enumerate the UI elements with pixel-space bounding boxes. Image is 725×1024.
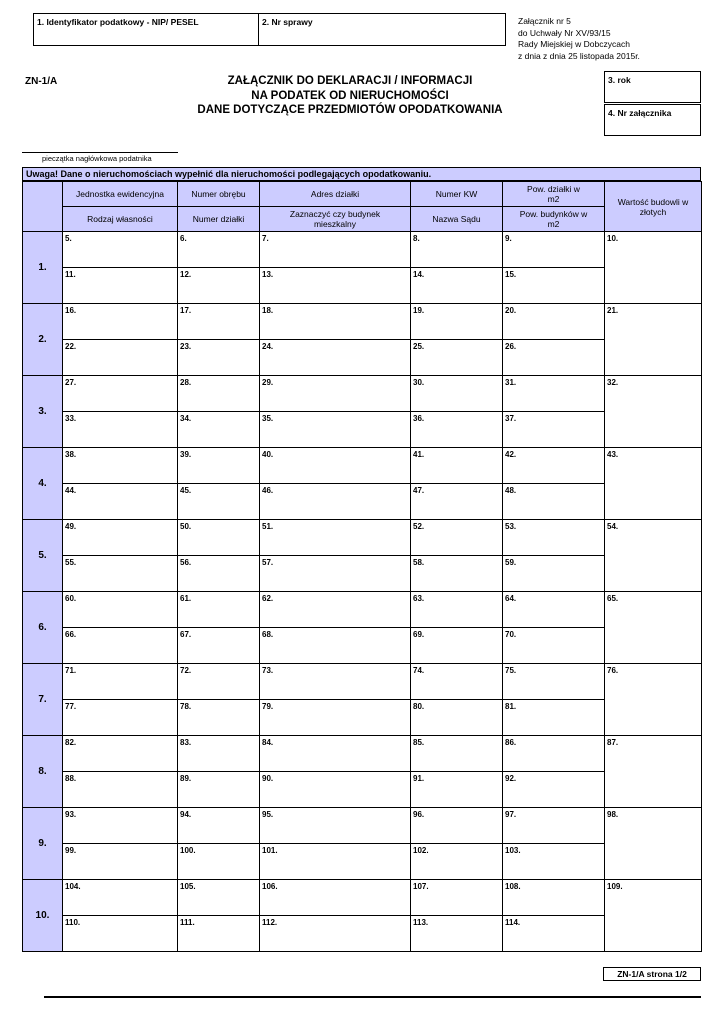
- input-cell[interactable]: 102.: [411, 844, 503, 880]
- input-cell[interactable]: 88.: [63, 772, 178, 808]
- property-row-top: [23, 664, 702, 700]
- input-cell[interactable]: 71.: [63, 664, 178, 700]
- input-cell[interactable]: 31.: [503, 376, 605, 412]
- input-cell[interactable]: 16.: [63, 304, 178, 340]
- input-cell[interactable]: 29.: [260, 376, 411, 412]
- input-cell[interactable]: 8.: [411, 232, 503, 268]
- input-cell[interactable]: 112.: [260, 916, 411, 952]
- input-cell[interactable]: 46.: [260, 484, 411, 520]
- input-cell[interactable]: 86.: [503, 736, 605, 772]
- input-cell[interactable]: 114.: [503, 916, 605, 952]
- property-row-bottom: [23, 412, 702, 448]
- input-cell[interactable]: 22.: [63, 340, 178, 376]
- input-cell[interactable]: 66.: [63, 628, 178, 664]
- row-number: 1.: [23, 232, 63, 304]
- value-cell[interactable]: 32.: [605, 376, 702, 448]
- row-number-header: [23, 182, 63, 232]
- property-row-bottom: [23, 268, 702, 304]
- input-cell[interactable]: 48.: [503, 484, 605, 520]
- year-label: 3. rok: [608, 75, 631, 85]
- input-cell[interactable]: 82.: [63, 736, 178, 772]
- input-cell[interactable]: 69.: [411, 628, 503, 664]
- input-cell[interactable]: 18.: [260, 304, 411, 340]
- value-cell[interactable]: 43.: [605, 448, 702, 520]
- input-cell[interactable]: 84.: [260, 736, 411, 772]
- col-header-kw: Numer KW: [411, 182, 503, 207]
- input-cell[interactable]: 92.: [503, 772, 605, 808]
- title-line: DANE DOTYCZĄCE PRZEDMIOTÓW OPODATKOWANIA: [197, 104, 503, 116]
- page-title: [150, 74, 550, 118]
- input-cell[interactable]: 55.: [63, 556, 178, 592]
- input-cell[interactable]: 39.: [178, 448, 260, 484]
- property-row-top: [23, 592, 702, 628]
- input-cell[interactable]: 68.: [260, 628, 411, 664]
- taxpayer-id-label: 1. Identyfikator podatkowy - NIP/ PESEL: [37, 17, 199, 27]
- input-cell[interactable]: 52.: [411, 520, 503, 556]
- input-cell[interactable]: 51.: [260, 520, 411, 556]
- value-cell[interactable]: 54.: [605, 520, 702, 592]
- input-cell[interactable]: 100.: [178, 844, 260, 880]
- row-number: 5.: [23, 520, 63, 592]
- input-cell[interactable]: 24.: [260, 340, 411, 376]
- property-row-bottom: [23, 772, 702, 808]
- stamp-line: [22, 152, 178, 153]
- attachment-note-line: z dnia z dnia 25 listopada 2015r.: [518, 50, 640, 61]
- input-cell[interactable]: 73.: [260, 664, 411, 700]
- property-row-top: [23, 520, 702, 556]
- input-cell[interactable]: 36.: [411, 412, 503, 448]
- row-number: 7.: [23, 664, 63, 736]
- taxpayer-id-field[interactable]: [33, 13, 259, 46]
- attachment-number-label: 4. Nr załącznika: [608, 108, 672, 118]
- row-number: 8.: [23, 736, 63, 808]
- row-number: 3.: [23, 376, 63, 448]
- input-cell[interactable]: 38.: [63, 448, 178, 484]
- input-cell[interactable]: 104.: [63, 880, 178, 916]
- input-cell[interactable]: 45.: [178, 484, 260, 520]
- value-cell[interactable]: 87.: [605, 736, 702, 808]
- col-header-plot-number: Numer działki: [178, 207, 260, 232]
- input-cell[interactable]: 59.: [503, 556, 605, 592]
- input-cell[interactable]: 94.: [178, 808, 260, 844]
- input-cell[interactable]: 5.: [63, 232, 178, 268]
- input-cell[interactable]: 91.: [411, 772, 503, 808]
- input-cell[interactable]: 34.: [178, 412, 260, 448]
- value-cell[interactable]: 10.: [605, 232, 702, 304]
- input-cell[interactable]: 74.: [411, 664, 503, 700]
- page-indicator: ZN-1/A strona 1/2: [603, 967, 701, 981]
- input-cell[interactable]: 58.: [411, 556, 503, 592]
- title-line: ZAŁĄCZNIK DO DEKLARACJI / INFORMACJI: [227, 75, 473, 87]
- attachment-note-line: do Uchwały Nr XV/93/15: [518, 27, 611, 38]
- input-cell[interactable]: 113.: [411, 916, 503, 952]
- property-row-bottom: [23, 844, 702, 880]
- property-row-bottom: [23, 484, 702, 520]
- form-code: ZN-1/A: [25, 76, 58, 87]
- input-cell[interactable]: 19.: [411, 304, 503, 340]
- row-number: 9.: [23, 808, 63, 880]
- input-cell[interactable]: 96.: [411, 808, 503, 844]
- input-cell[interactable]: 110.: [63, 916, 178, 952]
- input-cell[interactable]: 13.: [260, 268, 411, 304]
- input-cell[interactable]: 105.: [178, 880, 260, 916]
- notice-bar: Uwaga! Dane o nieruchomościach wypełnić dla nieruchomości podlegających opodatkowaniu.: [22, 167, 701, 181]
- input-cell[interactable]: 93.: [63, 808, 178, 844]
- value-cell[interactable]: 98.: [605, 808, 702, 880]
- property-row-bottom: [23, 700, 702, 736]
- input-cell[interactable]: 26.: [503, 340, 605, 376]
- input-cell[interactable]: 57.: [260, 556, 411, 592]
- property-row-top: [23, 448, 702, 484]
- stamp-label: pieczątka nagłówkowa podatnika: [42, 154, 152, 163]
- value-cell[interactable]: 65.: [605, 592, 702, 664]
- col-header-precinct: Numer obrębu: [178, 182, 260, 207]
- input-cell[interactable]: 103.: [503, 844, 605, 880]
- property-row-bottom: [23, 340, 702, 376]
- input-cell[interactable]: 17.: [178, 304, 260, 340]
- input-cell[interactable]: 60.: [63, 592, 178, 628]
- input-cell[interactable]: 27.: [63, 376, 178, 412]
- col-header-address: Adres działki: [260, 182, 411, 207]
- input-cell[interactable]: 61.: [178, 592, 260, 628]
- input-cell[interactable]: 56.: [178, 556, 260, 592]
- col-header-ownership: Rodzaj własności: [63, 207, 178, 232]
- attachment-note: [518, 16, 640, 62]
- input-cell[interactable]: 90.: [260, 772, 411, 808]
- input-cell[interactable]: 108.: [503, 880, 605, 916]
- input-cell[interactable]: 77.: [63, 700, 178, 736]
- input-cell[interactable]: 79.: [260, 700, 411, 736]
- input-cell[interactable]: 28.: [178, 376, 260, 412]
- attachment-note-line: Załącznik nr 5: [518, 16, 571, 26]
- input-cell[interactable]: 101.: [260, 844, 411, 880]
- input-cell[interactable]: 89.: [178, 772, 260, 808]
- input-cell[interactable]: 6.: [178, 232, 260, 268]
- input-cell[interactable]: 30.: [411, 376, 503, 412]
- input-cell[interactable]: 72.: [178, 664, 260, 700]
- input-cell[interactable]: 83.: [178, 736, 260, 772]
- attachment-number-field[interactable]: [604, 104, 701, 136]
- case-number-label: 2. Nr sprawy: [262, 17, 313, 27]
- input-cell[interactable]: 42.: [503, 448, 605, 484]
- property-row-bottom: [23, 628, 702, 664]
- input-cell[interactable]: 111.: [178, 916, 260, 952]
- property-row-top: [23, 808, 702, 844]
- input-cell[interactable]: 49.: [63, 520, 178, 556]
- input-cell[interactable]: 67.: [178, 628, 260, 664]
- input-cell[interactable]: 80.: [411, 700, 503, 736]
- row-number: 10.: [23, 880, 63, 952]
- input-cell[interactable]: 25.: [411, 340, 503, 376]
- case-number-field[interactable]: [258, 13, 506, 46]
- value-cell[interactable]: 76.: [605, 664, 702, 736]
- attachment-note-line: Rady Miejskiej w Dobczycach: [518, 39, 630, 49]
- value-cell[interactable]: 109.: [605, 880, 702, 952]
- col-header-building-area: Pow. budynków w m2: [503, 207, 605, 232]
- input-cell[interactable]: 11.: [63, 268, 178, 304]
- property-row-top: [23, 736, 702, 772]
- col-header-residential: Zaznaczyć czy budynek mieszkalny: [260, 207, 411, 232]
- input-cell[interactable]: 53.: [503, 520, 605, 556]
- property-row-bottom: [23, 916, 702, 952]
- input-cell[interactable]: 23.: [178, 340, 260, 376]
- col-header-unit: Jednostka ewidencyjna: [63, 182, 178, 207]
- input-cell[interactable]: 63.: [411, 592, 503, 628]
- input-cell[interactable]: 47.: [411, 484, 503, 520]
- input-cell[interactable]: 44.: [63, 484, 178, 520]
- input-cell[interactable]: 40.: [260, 448, 411, 484]
- input-cell[interactable]: 85.: [411, 736, 503, 772]
- col-header-value: Wartość budowli w złotych: [605, 182, 702, 232]
- input-cell[interactable]: 20.: [503, 304, 605, 340]
- input-cell[interactable]: 78.: [178, 700, 260, 736]
- col-header-plot-area: Pow. działki w m2: [503, 182, 605, 207]
- input-cell[interactable]: 14.: [411, 268, 503, 304]
- bottom-rule: [44, 996, 701, 998]
- input-cell[interactable]: 81.: [503, 700, 605, 736]
- title-line: NA PODATEK OD NIERUCHOMOŚCI: [251, 89, 449, 102]
- input-cell[interactable]: 97.: [503, 808, 605, 844]
- input-cell[interactable]: 106.: [260, 880, 411, 916]
- input-cell[interactable]: 15.: [503, 268, 605, 304]
- input-cell[interactable]: 33.: [63, 412, 178, 448]
- input-cell[interactable]: 75.: [503, 664, 605, 700]
- value-cell[interactable]: 21.: [605, 304, 702, 376]
- col-header-court: Nazwa Sądu: [411, 207, 503, 232]
- input-cell[interactable]: 99.: [63, 844, 178, 880]
- row-number: 6.: [23, 592, 63, 664]
- input-cell[interactable]: 70.: [503, 628, 605, 664]
- property-row-top: [23, 880, 702, 916]
- input-cell[interactable]: 35.: [260, 412, 411, 448]
- property-row-top: [23, 304, 702, 340]
- input-cell[interactable]: 41.: [411, 448, 503, 484]
- input-cell[interactable]: 7.: [260, 232, 411, 268]
- input-cell[interactable]: 37.: [503, 412, 605, 448]
- input-cell[interactable]: 64.: [503, 592, 605, 628]
- input-cell[interactable]: 9.: [503, 232, 605, 268]
- property-row-top: [23, 376, 702, 412]
- row-number: 2.: [23, 304, 63, 376]
- property-row-bottom: [23, 556, 702, 592]
- property-table: [22, 181, 702, 952]
- input-cell[interactable]: 62.: [260, 592, 411, 628]
- input-cell[interactable]: 95.: [260, 808, 411, 844]
- year-field[interactable]: [604, 71, 701, 103]
- input-cell[interactable]: 107.: [411, 880, 503, 916]
- input-cell[interactable]: 50.: [178, 520, 260, 556]
- input-cell[interactable]: 12.: [178, 268, 260, 304]
- row-number: 4.: [23, 448, 63, 520]
- property-row-top: [23, 232, 702, 268]
